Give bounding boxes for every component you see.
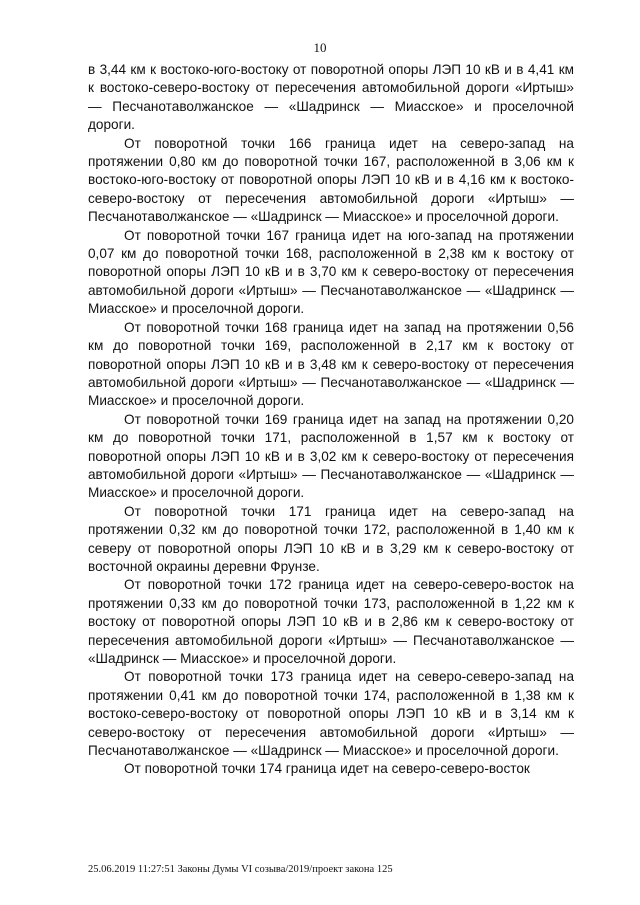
document-body	[88, 61, 574, 779]
page-number: 10	[313, 40, 327, 55]
paragraph: От поворотной точки 173 граница идет на северо-северо-запад на протяжении 0,41 км до поворотной точки 174, расположенной в 1,38 км к востоко-северо-востоку от поворотной опоры ЛЭП 10 кВ и в 3,14 км к северо-востоку от пересечения автомобильной дороги «Иртыш» — Песчанотаволжанское — «Шадринск — Миасское» и проселочной дороги.	[88, 669, 574, 759]
paragraph: От поворотной точки 174 граница идет на северо-северо-восток	[124, 761, 530, 777]
paragraph: От поворотной точки 169 граница идет на запад на протяжении 0,20 км до поворотной точки 171, расположенной в 1,57 км к востоку от поворотной опоры ЛЭП 10 кВ и в 3,02 км к северо-востоку от пересечения автомобильной дороги «Иртыш» — Песчанотаволжанское — «Шадринск — Миасское» и проселочной дороги.	[88, 411, 574, 501]
paragraph: От поворотной точки 172 граница идет на северо-северо-восток на протяжении 0,33 км до поворотной точки 173, расположенной в 1,22 км к востоку от поворотной опоры ЛЭП 10 кВ и в 2,86 км к северо-востоку от пересечения автомобильной дороги «Иртыш» — Песчанотаволжанское — «Шадринск — Миасское» и проселочной дороги.	[88, 577, 574, 666]
paragraph: От поворотной точки 168 граница идет на запад на протяжении 0,56 км до поворотной точки 169, расположенной в 2,17 км к востоку от поворотной опоры ЛЭП 10 кВ и в 3,48 км к северо-востоку от пересечения автомобильной дороги «Иртыш» — Песчанотаволжанское — «Шадринск — Миасское» и проселочной дороги.	[88, 319, 574, 409]
paragraph: От поворотной точки 166 граница идет на северо-запад на протяжении 0,80 км до поворотной точки 167, расположенной в 3,06 км к востоко-юго-востоку от поворотной опоры ЛЭП 10 кВ и в 4,16 км к востоко-северо-востоку от пересечения автомобильной дороги «Иртыш» — Песчанотаволжанское — «Шадринск — Миасское» и проселочной дороги.	[88, 135, 574, 225]
paragraph: в 3,44 км к востоко-юго-востоку от поворотной опоры ЛЭП 10 кВ и в 4,41 км к востоко-северо-востоку от пересечения автомобильной дороги «Иртыш» — Песчанотаволжанское — «Шадринск — Миасское» и проселочной дороги.	[88, 62, 574, 133]
paragraph: От поворотной точки 171 граница идет на северо-запад на протяжении 0,32 км до поворотной точки 172, расположенной в 1,40 км к северу от поворотной опоры ЛЭП 10 кВ и в 3,29 км к северо-востоку от восточной окраины деревни Фрунзе.	[88, 503, 574, 574]
document-footer: 25.06.2019 11:27:51 Законы Думы VI созыва/2019/проект закона 125	[88, 864, 393, 875]
paragraph: От поворотной точки 167 граница идет на юго-запад на протяжении 0,07 км до поворотной точки 168, расположенной в 2,38 км к востоку от поворотной опоры ЛЭП 10 кВ и в 3,70 км к северо-востоку от пересечения автомобильной дороги «Иртыш» — Песчанотаволжанское — «Шадринск — Миасское» и проселочной дороги.	[88, 227, 574, 317]
